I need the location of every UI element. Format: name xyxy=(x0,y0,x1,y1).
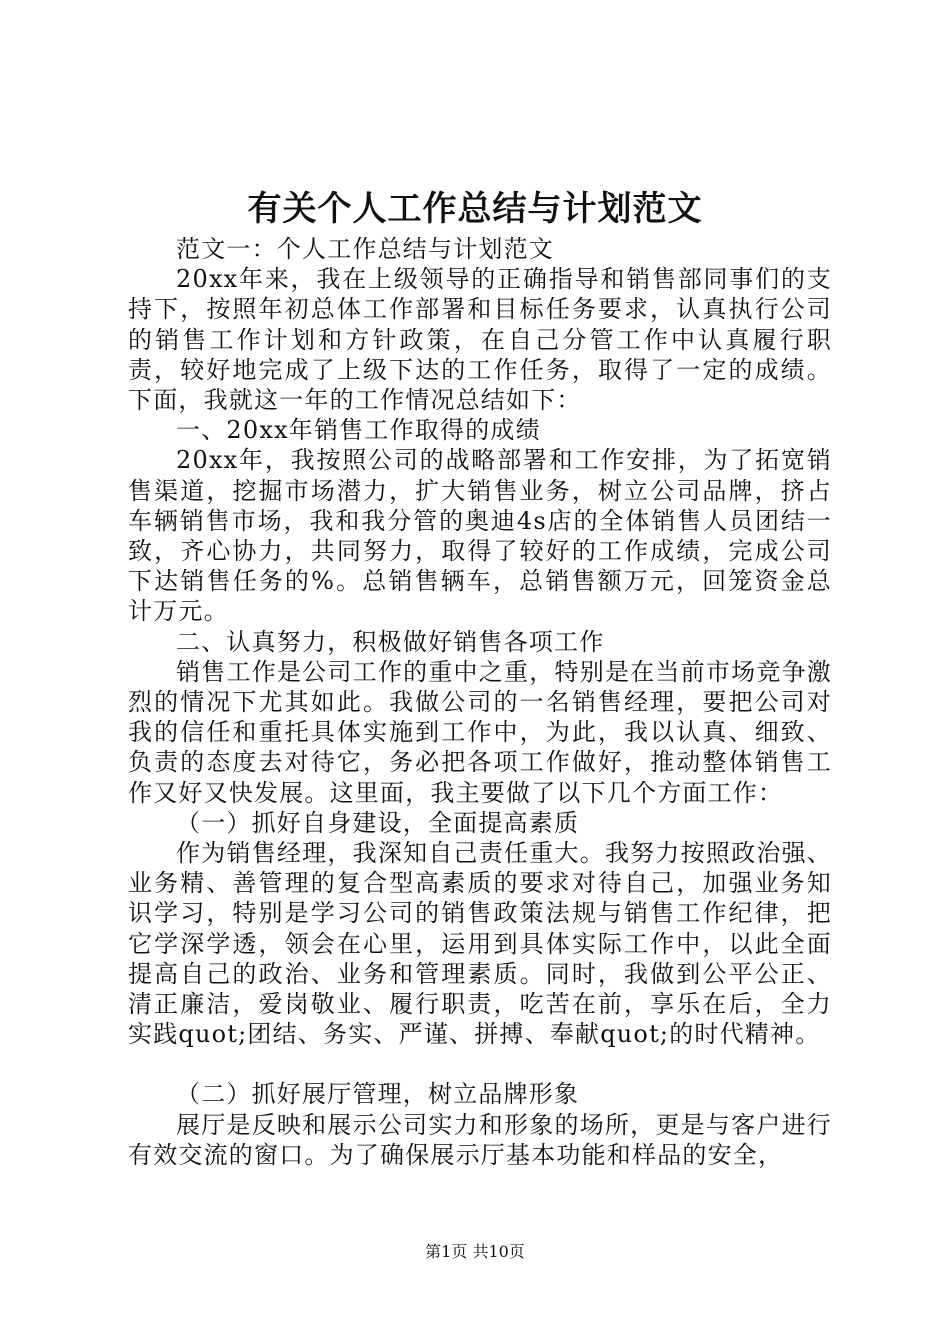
document-title: 有关个人工作总结与计划范文 xyxy=(247,189,703,229)
document-body xyxy=(128,234,832,1170)
section-heading-2: 二、认真努力，积极做好销售各项工作 xyxy=(176,627,605,656)
paragraph-showroom: 展厅是反映和展示公司实力和形象的场所，更是与客户进行有效交流的窗口。为了确保展示厅基本功能和样品的安全， xyxy=(128,1110,832,1169)
paragraph-achievements: 20xx年，我按照公司的战略部署和工作安排，为了拓宽销售渠道，挖掘市场潜力，扩大销售业务，树立公司品牌，挤占车辆销售市场，我和我分管的奥迪4s店的全体销售人员团结一致，齐心协力，共同努力，取得了较好的工作成绩，完成公司下达销售任务的%。总销售辆车，总销售额万元，回笼资金总计万元。 xyxy=(128,446,832,626)
subsection-heading-1: （一）抓好自身建设，全面提高素质 xyxy=(176,808,580,837)
paragraph-intro: 20xx年来，我在上级领导的正确指导和销售部同事们的支持下，按照年初总体工作部署和目标任务要求，认真执行公司的销售工作计划和方针政策，在自己分管工作中认真履行职责，较好地完成了上级下达的工作任务，取得了一定的成绩。下面，我就这一年的工作情况总结如下： xyxy=(128,265,832,415)
paragraph-self-building: 作为销售经理，我深知自己责任重大。我努力按照政治强、业务精、善管理的复合型高素质的要求对待自己，加强业务知识学习，特别是学习公司的销售政策法规与销售工作纪律，把它学深学透，领会在心里，运用到具体实际工作中，以此全面提高自己的政治、业务和管理素质。同时，我做到公平公正、清正廉洁，爱岗敬业、履行职责，吃苦在前，享乐在后，全力实践quot;团结、务实、严谨、拼搏、奉献quot;的时代精神。 xyxy=(128,839,832,1049)
subsection-heading-2: （二）抓好展厅管理，树立品牌形象 xyxy=(176,1080,580,1109)
paragraph-sales-work: 销售工作是公司工作的重中之重，特别是在当前市场竞争激烈的情况下尤其如此。我做公司的一名销售经理，要把公司对我的信任和重托具体实施到工作中，为此，我以认真、细致、负责的态度去对待它，务必把各项工作做好，推动整体销售工作又好又快发展。这里面，我主要做了以下几个方面工作： xyxy=(128,657,832,807)
section-heading-1: 一、20xx年销售工作取得的成绩 xyxy=(176,416,541,445)
page-number: 第1页 共10页 xyxy=(425,1242,525,1261)
paragraph-sample-heading: 范文一：个人工作总结与计划范文 xyxy=(176,235,554,263)
